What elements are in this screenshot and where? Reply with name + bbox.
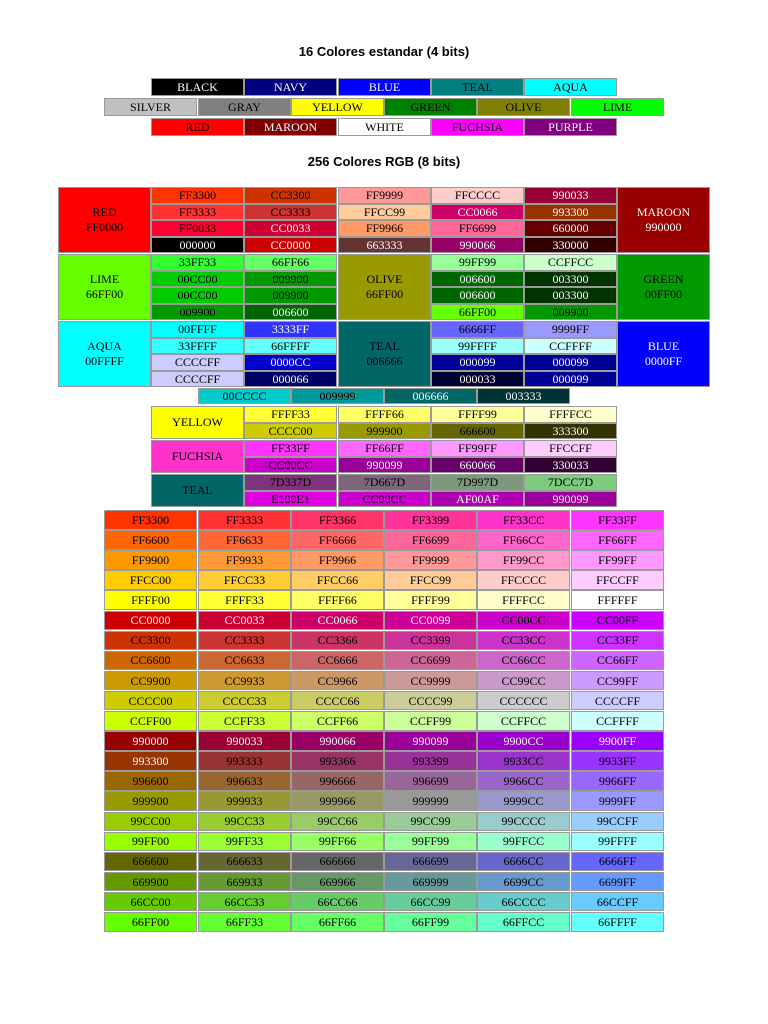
color-swatch: 00CC00 xyxy=(151,271,244,288)
grid-swatch: CC3300 xyxy=(104,631,197,651)
standard-color-white: WHITE xyxy=(338,118,431,136)
grid-swatch: CCCC99 xyxy=(384,691,477,711)
grid-swatch: CC3399 xyxy=(384,631,477,651)
color-swatch: 330000 xyxy=(524,237,617,254)
grid-swatch: FF9900 xyxy=(104,550,197,570)
color-swatch: CC0033 xyxy=(244,220,337,237)
grid-swatch: FFCCFF xyxy=(571,570,664,590)
block-green xyxy=(617,254,710,320)
grid-swatch: 666600 xyxy=(104,852,197,872)
grid-swatch: 9966CC xyxy=(477,771,570,791)
color-swatch: 009999 xyxy=(291,388,384,404)
color-swatch: FFFF99 xyxy=(431,406,524,423)
color-swatch: FFFF33 xyxy=(244,406,337,423)
block-lime xyxy=(58,254,151,320)
grid-swatch: 99FFCC xyxy=(477,832,570,852)
grid-swatch: FF9933 xyxy=(198,550,291,570)
grid-swatch: FF9999 xyxy=(384,550,477,570)
standard-color-olive: OLIVE xyxy=(477,98,570,116)
grid-swatch: 990099 xyxy=(384,731,477,751)
grid-swatch: 99CC33 xyxy=(198,812,291,832)
grid-swatch: 66CC33 xyxy=(198,892,291,912)
color-swatch: FF99FF xyxy=(431,440,524,457)
block-name: RED xyxy=(92,205,117,219)
color-swatch: 009900 xyxy=(244,287,337,304)
standard-color-teal: TEAL xyxy=(431,78,524,96)
block-olive xyxy=(338,254,431,320)
block-name: TEAL xyxy=(182,483,213,497)
grid-swatch: CC3333 xyxy=(198,631,291,651)
color-swatch: 99FF99 xyxy=(431,254,524,271)
block-fuchsia xyxy=(151,440,244,473)
block-red xyxy=(58,187,151,253)
color-swatch: CC3300 xyxy=(244,187,337,204)
standard-color-black: BLACK xyxy=(151,78,244,96)
color-swatch: FF6699 xyxy=(431,220,524,237)
grid-swatch: FF99CC xyxy=(477,550,570,570)
color-swatch: 003300 xyxy=(524,287,617,304)
color-swatch: 9999FF xyxy=(524,321,617,338)
color-swatch: CCCC00 xyxy=(244,423,337,440)
block-code: 66FF00 xyxy=(365,287,404,301)
color-swatch: 663333 xyxy=(338,237,431,254)
grid-swatch: CC66CC xyxy=(477,651,570,671)
color-swatch: CCCCFF xyxy=(151,371,244,388)
grid-swatch: FFFFCC xyxy=(477,590,570,610)
grid-swatch: CC6600 xyxy=(104,651,197,671)
block-code: 006666 xyxy=(366,354,403,368)
grid-swatch: 6699CC xyxy=(477,872,570,892)
block-code: 66FF00 xyxy=(85,287,124,301)
color-swatch: 990033 xyxy=(524,187,617,204)
grid-swatch: CC9900 xyxy=(104,671,197,691)
color-swatch: 990099 xyxy=(524,491,617,508)
grid-swatch: 999900 xyxy=(104,791,197,811)
color-swatch: CC00CC xyxy=(244,457,337,474)
block-teal xyxy=(338,321,431,387)
grid-swatch: 990000 xyxy=(104,731,197,751)
standard-color-fuchsia: FUCHSIA xyxy=(431,118,524,136)
block-name: AQUA xyxy=(87,339,122,353)
grid-swatch: FFFF00 xyxy=(104,590,197,610)
grid-swatch: 66CC99 xyxy=(384,892,477,912)
grid-swatch: CC00FF xyxy=(571,611,664,631)
grid-swatch: 66CC00 xyxy=(104,892,197,912)
color-swatch: 000099 xyxy=(431,354,524,371)
grid-swatch: CC3366 xyxy=(291,631,384,651)
grid-swatch: 99FF66 xyxy=(291,832,384,852)
grid-swatch: 999999 xyxy=(384,791,477,811)
color-swatch: CC0066 xyxy=(431,204,524,221)
grid-swatch: 99FF00 xyxy=(104,832,197,852)
color-swatch: FFCC99 xyxy=(338,204,431,221)
grid-swatch: CC6699 xyxy=(384,651,477,671)
grid-swatch: 990033 xyxy=(198,731,291,751)
grid-swatch: CC9966 xyxy=(291,671,384,691)
color-swatch: 000099 xyxy=(524,354,617,371)
grid-swatch: 99CC66 xyxy=(291,812,384,832)
grid-swatch: FFCC66 xyxy=(291,570,384,590)
grid-swatch: FF33FF xyxy=(571,510,664,530)
grid-swatch: 9900CC xyxy=(477,731,570,751)
color-swatch: FF66FF xyxy=(338,440,431,457)
grid-swatch: 6699FF xyxy=(571,872,664,892)
block-code: FF0000 xyxy=(85,220,124,234)
grid-swatch: 993333 xyxy=(198,751,291,771)
color-swatch: 6666FF xyxy=(431,321,524,338)
color-swatch: 66FFFF xyxy=(244,338,337,355)
grid-swatch: 66CCFF xyxy=(571,892,664,912)
grid-swatch: FF3399 xyxy=(384,510,477,530)
standard-color-red: RED xyxy=(151,118,244,136)
grid-swatch: FF3366 xyxy=(291,510,384,530)
grid-swatch: CC99CC xyxy=(477,671,570,691)
color-swatch: 0000CC xyxy=(244,354,337,371)
color-swatch: FFFF66 xyxy=(338,406,431,423)
block-name: TEAL xyxy=(369,339,400,353)
grid-swatch: CCFF33 xyxy=(198,711,291,731)
color-swatch: 660066 xyxy=(431,457,524,474)
grid-swatch: CCFF00 xyxy=(104,711,197,731)
grid-swatch: CCFFCC xyxy=(477,711,570,731)
grid-swatch: CCCC66 xyxy=(291,691,384,711)
grid-swatch: 99CC99 xyxy=(384,812,477,832)
block-code: 00FFFF xyxy=(85,354,124,368)
color-swatch: 33FF33 xyxy=(151,254,244,271)
grid-swatch: FF33CC xyxy=(477,510,570,530)
block-name: FUCHSIA xyxy=(171,449,224,463)
grid-swatch: 669933 xyxy=(198,872,291,892)
grid-swatch: 66CCCC xyxy=(477,892,570,912)
grid-swatch: CC00CC xyxy=(477,611,570,631)
grid-swatch: 993399 xyxy=(384,751,477,771)
color-swatch: 3333FF xyxy=(244,321,337,338)
color-swatch: 009900 xyxy=(151,304,244,321)
standard-color-aqua: AQUA xyxy=(524,78,617,96)
grid-swatch: CC0066 xyxy=(291,611,384,631)
block-name: BLUE xyxy=(647,339,680,353)
color-swatch: 66FF66 xyxy=(244,254,337,271)
grid-swatch: FF6633 xyxy=(198,530,291,550)
grid-swatch: 993300 xyxy=(104,751,197,771)
color-swatch: FF3333 xyxy=(151,204,244,221)
grid-swatch: 9900FF xyxy=(571,731,664,751)
grid-swatch: 9966FF xyxy=(571,771,664,791)
grid-swatch: FFFF66 xyxy=(291,590,384,610)
standard-color-gray: GRAY xyxy=(198,98,291,116)
grid-swatch: 669966 xyxy=(291,872,384,892)
grid-swatch: 996699 xyxy=(384,771,477,791)
color-swatch: CCFFCC xyxy=(524,254,617,271)
grid-swatch: 6666CC xyxy=(477,852,570,872)
grid-swatch: 99FF99 xyxy=(384,832,477,852)
grid-swatch: FFFFFF xyxy=(571,590,664,610)
grid-swatch: 66FF00 xyxy=(104,912,197,932)
grid-swatch: 990066 xyxy=(291,731,384,751)
grid-swatch: 996600 xyxy=(104,771,197,791)
standard-color-lime: LIME xyxy=(571,98,664,116)
color-swatch: FF0033 xyxy=(151,220,244,237)
color-swatch: E100E1 xyxy=(244,491,337,508)
color-swatch: 006600 xyxy=(431,271,524,288)
block-name: GREEN xyxy=(643,272,684,286)
grid-swatch: 666633 xyxy=(198,852,291,872)
color-swatch: 333300 xyxy=(524,423,617,440)
color-swatch: 003300 xyxy=(524,271,617,288)
block-code: 0000FF xyxy=(644,354,683,368)
grid-swatch: CC6633 xyxy=(198,651,291,671)
grid-swatch: 666699 xyxy=(384,852,477,872)
color-swatch: AF00AF xyxy=(431,491,524,508)
color-swatch: 330033 xyxy=(524,457,617,474)
standard-color-silver: SILVER xyxy=(104,98,197,116)
grid-swatch: FF3333 xyxy=(198,510,291,530)
color-swatch: 7D337D xyxy=(244,474,337,491)
block-blue xyxy=(617,321,710,387)
grid-swatch: 99CCFF xyxy=(571,812,664,832)
grid-swatch: 99CCCC xyxy=(477,812,570,832)
grid-swatch: 996633 xyxy=(198,771,291,791)
color-swatch: FF33FF xyxy=(244,440,337,457)
color-swatch: 009900 xyxy=(244,271,337,288)
standard-color-blue: BLUE xyxy=(338,78,431,96)
color-swatch: 990099 xyxy=(338,457,431,474)
color-swatch: 00CCCC xyxy=(198,388,291,404)
grid-swatch: 66FFCC xyxy=(477,912,570,932)
grid-swatch: FF6666 xyxy=(291,530,384,550)
color-swatch: CC3333 xyxy=(244,204,337,221)
grid-swatch: CC33CC xyxy=(477,631,570,651)
block-code: 00FF00 xyxy=(644,287,683,301)
color-swatch: 000099 xyxy=(524,371,617,388)
standard-color-purple: PURPLE xyxy=(524,118,617,136)
block-name: LIME xyxy=(89,272,120,286)
block-teal-secondary xyxy=(151,474,244,507)
color-swatch: 660000 xyxy=(524,220,617,237)
color-swatch: 000033 xyxy=(431,371,524,388)
grid-swatch: CC9999 xyxy=(384,671,477,691)
color-swatch: 000000 xyxy=(151,237,244,254)
color-swatch: CCFFFF xyxy=(524,338,617,355)
grid-swatch: CCFFFF xyxy=(571,711,664,731)
color-swatch: 33FFFF xyxy=(151,338,244,355)
grid-swatch: 999933 xyxy=(198,791,291,811)
block-yellow xyxy=(151,406,244,439)
grid-swatch: 66FFFF xyxy=(571,912,664,932)
grid-swatch: CCCCFF xyxy=(571,691,664,711)
standard-color-green: GREEN xyxy=(384,98,477,116)
color-swatch: 003333 xyxy=(477,388,570,404)
grid-swatch: 9999CC xyxy=(477,791,570,811)
grid-swatch: FF9966 xyxy=(291,550,384,570)
title-16-colors: 16 Colores estandar (4 bits) xyxy=(298,44,470,59)
block-name: MAROON xyxy=(636,205,691,219)
standard-color-yellow: YELLOW xyxy=(291,98,384,116)
grid-swatch: FFCC00 xyxy=(104,570,197,590)
grid-swatch: 66CC66 xyxy=(291,892,384,912)
standard-color-navy: NAVY xyxy=(244,78,337,96)
color-swatch: FFCCFF xyxy=(524,440,617,457)
grid-swatch: CCFF99 xyxy=(384,711,477,731)
color-swatch: CC00CC xyxy=(338,491,431,508)
grid-swatch: CC99FF xyxy=(571,671,664,691)
color-swatch: FF9966 xyxy=(338,220,431,237)
grid-swatch: CC33FF xyxy=(571,631,664,651)
color-swatch: 999900 xyxy=(338,423,431,440)
color-swatch: CCCCFF xyxy=(151,354,244,371)
grid-swatch: 99FF33 xyxy=(198,832,291,852)
grid-swatch: CCCC00 xyxy=(104,691,197,711)
grid-swatch: 9933FF xyxy=(571,751,664,771)
grid-swatch: FF99FF xyxy=(571,550,664,570)
color-swatch: 666600 xyxy=(431,423,524,440)
grid-swatch: FF66FF xyxy=(571,530,664,550)
color-swatch: 7DCC7D xyxy=(524,474,617,491)
grid-swatch: CC0099 xyxy=(384,611,477,631)
grid-swatch: 669999 xyxy=(384,872,477,892)
color-swatch: 006666 xyxy=(384,388,477,404)
grid-swatch: CCCC33 xyxy=(198,691,291,711)
block-maroon xyxy=(617,187,710,253)
block-name: OLIVE xyxy=(366,272,403,286)
color-swatch: 006600 xyxy=(431,287,524,304)
color-swatch: 006600 xyxy=(244,304,337,321)
grid-swatch: FFFF99 xyxy=(384,590,477,610)
grid-swatch: 996666 xyxy=(291,771,384,791)
block-name: YELLOW xyxy=(172,415,223,429)
grid-swatch: 6666FF xyxy=(571,852,664,872)
grid-swatch: 66FF33 xyxy=(198,912,291,932)
grid-swatch: 993366 xyxy=(291,751,384,771)
grid-swatch: 99CC00 xyxy=(104,812,197,832)
grid-swatch: FFCC99 xyxy=(384,570,477,590)
grid-swatch: 99FFFF xyxy=(571,832,664,852)
color-swatch: FF9999 xyxy=(338,187,431,204)
title-256-colors: 256 Colores RGB (8 bits) xyxy=(307,154,461,169)
grid-swatch: FF66CC xyxy=(477,530,570,550)
grid-swatch: 9999FF xyxy=(571,791,664,811)
grid-swatch: CC0033 xyxy=(198,611,291,631)
grid-swatch: CCCCCC xyxy=(477,691,570,711)
grid-swatch: FF3300 xyxy=(104,510,197,530)
grid-swatch: FFCC33 xyxy=(198,570,291,590)
grid-swatch: FFCCCC xyxy=(477,570,570,590)
block-aqua xyxy=(58,321,151,387)
standard-color-maroon: MAROON xyxy=(244,118,337,136)
color-swatch: CC0000 xyxy=(244,237,337,254)
color-swatch: 66FF00 xyxy=(431,304,524,321)
color-swatch: FFFFCC xyxy=(524,406,617,423)
color-swatch: FFCCCC xyxy=(431,187,524,204)
grid-swatch: 66FF99 xyxy=(384,912,477,932)
grid-swatch: FF6600 xyxy=(104,530,197,550)
color-swatch: 99FFFF xyxy=(431,338,524,355)
color-swatch: 990066 xyxy=(431,237,524,254)
grid-swatch: CC9933 xyxy=(198,671,291,691)
grid-swatch: 9933CC xyxy=(477,751,570,771)
grid-swatch: FF6699 xyxy=(384,530,477,550)
color-swatch: 993300 xyxy=(524,204,617,221)
color-swatch: 00FFFF xyxy=(151,321,244,338)
color-swatch: 00CC00 xyxy=(151,287,244,304)
color-swatch: 7D997D xyxy=(431,474,524,491)
grid-swatch: 66FF66 xyxy=(291,912,384,932)
color-swatch: 009900 xyxy=(524,304,617,321)
color-swatch: FF3300 xyxy=(151,187,244,204)
grid-swatch: CCFF66 xyxy=(291,711,384,731)
block-code: 990000 xyxy=(645,220,682,234)
grid-swatch: CC66FF xyxy=(571,651,664,671)
color-swatch: 7D667D xyxy=(338,474,431,491)
grid-swatch: 999966 xyxy=(291,791,384,811)
grid-swatch: 669900 xyxy=(104,872,197,892)
color-swatch: 000066 xyxy=(244,371,337,388)
grid-swatch: FFFF33 xyxy=(198,590,291,610)
grid-swatch: CC6666 xyxy=(291,651,384,671)
grid-swatch: 666666 xyxy=(291,852,384,872)
grid-swatch: CC0000 xyxy=(104,611,197,631)
